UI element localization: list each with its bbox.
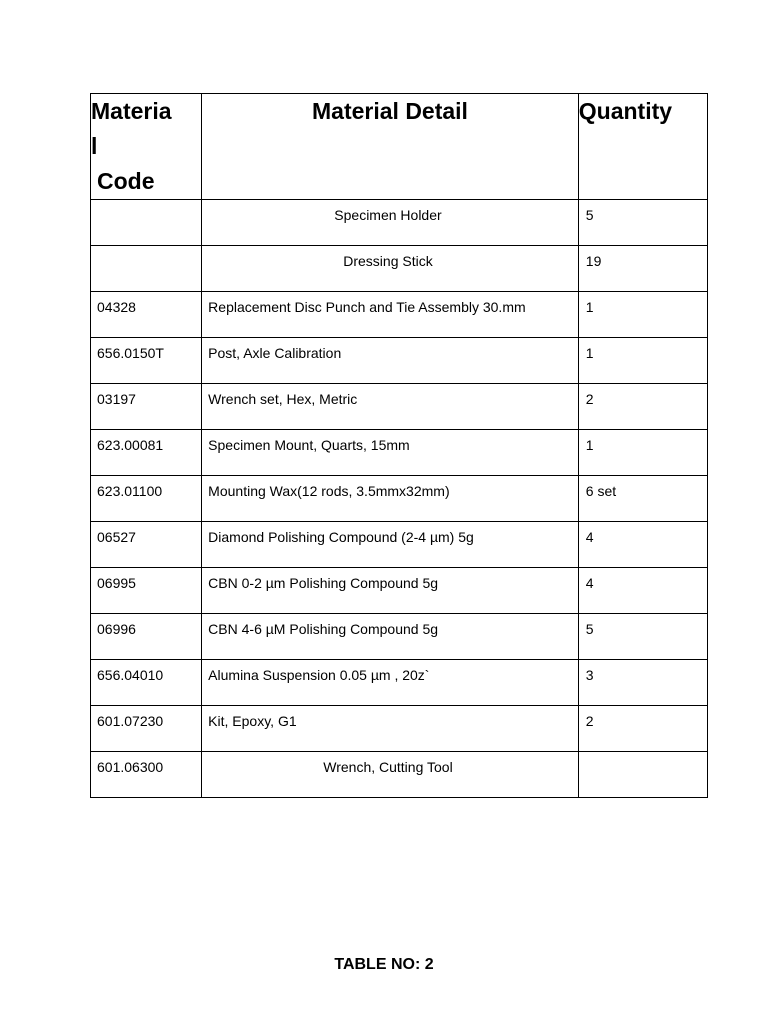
table-row	[91, 660, 708, 706]
material-code-cell: 06527	[91, 522, 202, 568]
material-code-cell: 06996	[91, 614, 202, 660]
quantity-cell	[578, 752, 707, 798]
table-body	[91, 200, 708, 798]
header-quantity: Quantity	[578, 94, 707, 200]
material-code-cell: 656.0150T	[91, 338, 202, 384]
quantity-cell: 5	[578, 614, 707, 660]
material-code-cell: 601.06300	[91, 752, 202, 798]
table-row	[91, 614, 708, 660]
quantity-cell: 6 set	[578, 476, 707, 522]
material-code-cell	[91, 246, 202, 292]
header-code-line2: l	[91, 133, 98, 159]
material-detail-cell: Specimen Holder	[202, 200, 579, 246]
materials-table	[90, 93, 708, 798]
quantity-cell: 2	[578, 706, 707, 752]
table-row	[91, 384, 708, 430]
material-detail-cell: Post, Axle Calibration	[202, 338, 579, 384]
material-detail-cell: Dressing Stick	[202, 246, 579, 292]
material-detail-cell: Alumina Suspension 0.05 µm , 20z`	[202, 660, 579, 706]
quantity-cell: 1	[578, 292, 707, 338]
material-code-cell: 656.04010	[91, 660, 202, 706]
quantity-cell: 3	[578, 660, 707, 706]
header-material-detail: Material Detail	[202, 94, 579, 200]
material-detail-cell: Wrench, Cutting Tool	[202, 752, 579, 798]
quantity-cell: 5	[578, 200, 707, 246]
table-row	[91, 568, 708, 614]
table-row	[91, 752, 708, 798]
quantity-cell: 19	[578, 246, 707, 292]
quantity-cell: 4	[578, 522, 707, 568]
header-code-line3: Code	[97, 168, 155, 194]
material-detail-cell: Wrench set, Hex, Metric	[202, 384, 579, 430]
material-code-cell: 623.01100	[91, 476, 202, 522]
quantity-cell: 2	[578, 384, 707, 430]
material-code-cell: 623.00081	[91, 430, 202, 476]
quantity-cell: 1	[578, 430, 707, 476]
header-material-code	[91, 94, 202, 200]
material-code-cell: 601.07230	[91, 706, 202, 752]
material-detail-cell: Kit, Epoxy, G1	[202, 706, 579, 752]
table-header-row	[91, 94, 708, 200]
table-row	[91, 292, 708, 338]
table-caption: TABLE NO: 2	[334, 956, 434, 973]
material-code-cell: 04328	[91, 292, 202, 338]
table-row	[91, 338, 708, 384]
table-row	[91, 246, 708, 292]
material-code-cell: 03197	[91, 384, 202, 430]
quantity-cell: 1	[578, 338, 707, 384]
material-detail-cell: Replacement Disc Punch and Tie Assembly 30.mm	[202, 292, 579, 338]
table-row	[91, 476, 708, 522]
material-detail-cell: Diamond Polishing Compound (2-4 µm) 5g	[202, 522, 579, 568]
table-row	[91, 706, 708, 752]
material-code-cell	[91, 200, 202, 246]
table-row	[91, 430, 708, 476]
header-code-line1: Materia	[91, 98, 172, 124]
quantity-cell: 4	[578, 568, 707, 614]
material-detail-cell: CBN 4-6 µM Polishing Compound 5g	[202, 614, 579, 660]
table-row	[91, 200, 708, 246]
material-code-cell: 06995	[91, 568, 202, 614]
table-row	[91, 522, 708, 568]
material-detail-cell: Specimen Mount, Quarts, 15mm	[202, 430, 579, 476]
material-detail-cell: CBN 0-2 µm Polishing Compound 5g	[202, 568, 579, 614]
material-detail-cell: Mounting Wax(12 rods, 3.5mmx32mm)	[202, 476, 579, 522]
